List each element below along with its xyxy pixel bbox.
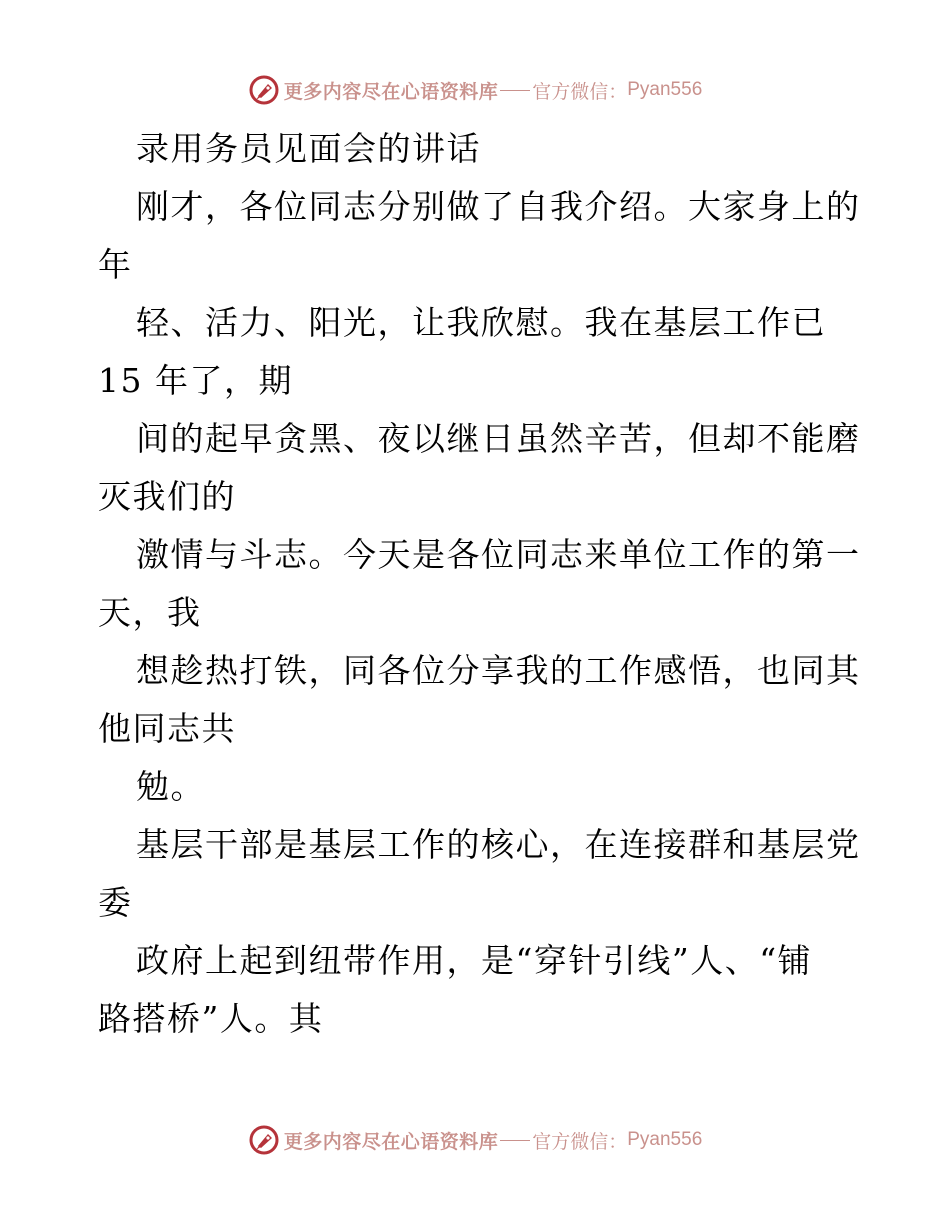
text-line: 灭我们的	[98, 477, 236, 516]
pen-nib-logo-icon	[248, 74, 280, 106]
text-line: 刚才，各位同志分别做了自我介绍。大家身上的	[136, 187, 861, 226]
footer-watermark	[0, 1122, 950, 1158]
text-line: 轻、活力、阳光，让我欣慰。我在基层工作已	[136, 303, 826, 342]
wechat-id: Pyan556	[627, 79, 703, 100]
brand-text: 更多内容尽在心语资料库	[283, 1130, 499, 1153]
document-title: 录用务员见面会的讲话	[136, 129, 481, 168]
text-line: 勉。	[136, 767, 205, 806]
text-line: 间的起早贪黑、夜以继日虽然辛苦，但却不能磨	[136, 419, 861, 458]
separator-dash	[500, 90, 530, 91]
wechat-label: 官方微信：	[532, 1130, 628, 1153]
text-line: 政府上起到纽带作用，是“穿针引线”人、“铺	[136, 941, 813, 980]
wechat-label: 官方微信：	[532, 80, 628, 103]
text-line: 想趁热打铁，同各位分享我的工作感悟，也同其	[136, 651, 861, 690]
text-line: 激情与斗志。今天是各位同志来单位工作的第一	[136, 535, 861, 574]
document-body	[98, 120, 861, 1048]
text-line: 他同志共	[98, 709, 236, 748]
text-line: 路搭桥”人。其	[98, 999, 324, 1038]
separator-dash	[500, 1140, 530, 1141]
brand-text: 更多内容尽在心语资料库	[283, 80, 499, 103]
text-line: 15 年了，期	[98, 361, 293, 400]
header-watermark	[0, 72, 950, 108]
text-line: 委	[98, 883, 133, 922]
text-line: 基层干部是基层工作的核心，在连接群和基层党	[136, 825, 861, 864]
text-line: 年	[98, 245, 133, 284]
wechat-id: Pyan556	[627, 1129, 703, 1150]
pen-nib-logo-icon	[248, 1124, 280, 1156]
text-line: 天，我	[98, 593, 202, 632]
